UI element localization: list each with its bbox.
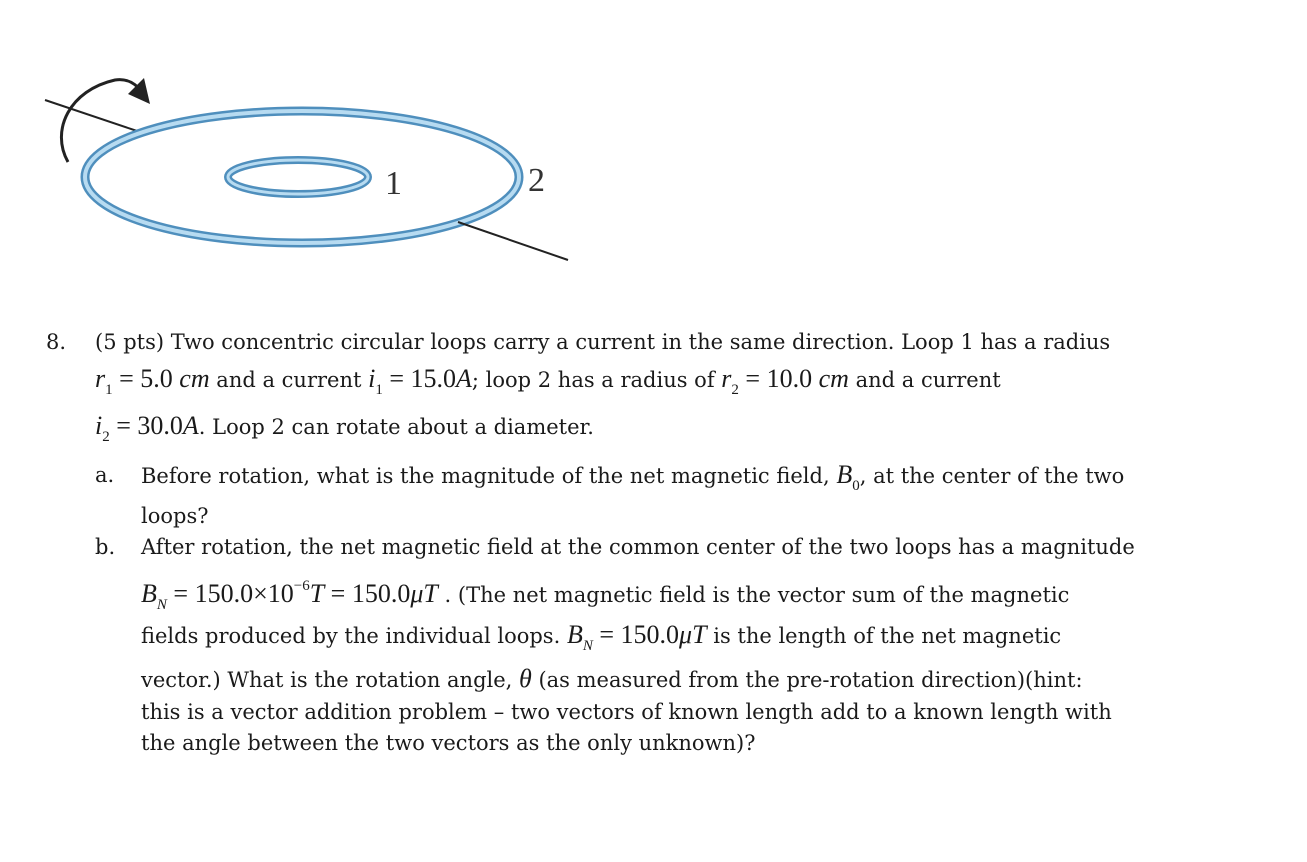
loop-1-highlight [228, 160, 368, 194]
r2-symbol: $r_2 = 10.0$ cm [721, 364, 849, 398]
bn-expression: $B_N = 150.0\times 10^{-6}T = 150.0\mu T$ [141, 578, 438, 613]
loop-2-highlight [85, 111, 519, 243]
part-a-line-1: Before rotation, what is the magnitude of the net magnetic field, $B_0$, at the center of the two [141, 460, 1125, 494]
b0-symbol: $B_0$ [836, 460, 860, 494]
part-b-label: b. [95, 535, 116, 559]
loop-1-label: 1 [385, 165, 402, 202]
i2-symbol: $i_2 = 30.0A$ [95, 411, 199, 445]
problem-number: 8. [46, 330, 67, 354]
part-b-line-4: vector.) What is the rotation angle, θ (as measured from the pre-rotation direction)(hint: [141, 664, 1083, 693]
part-b-line-6: the angle between the two vectors as the only unknown)? [141, 731, 756, 755]
concentric-loops-figure [40, 70, 580, 270]
part-b-line-3: fields produced by the individual loops. $B_N = 150.0\mu T$ is the length of the net magnetic [141, 620, 1062, 654]
rotation-axis-left [45, 100, 140, 132]
part-a-label: a. [95, 463, 115, 487]
part-b-line-1: After rotation, the net magnetic field at the common center of the two loops has a magnitude [141, 535, 1135, 559]
part-b-line-2: $B_N = 150.0\times 10^{-6}T = 150.0\mu T$ . (The net magnetic field is the vector sum of the magnetic [141, 578, 1070, 613]
rotation-axis-right [458, 222, 568, 260]
i1-symbol: $i_1 = 15.0A$ [368, 364, 472, 398]
theta-symbol: θ [519, 664, 532, 693]
problem-line-1: (5 pts) Two concentric circular loops carry a current in the same direction. Loop 1 has a radius [95, 330, 1111, 354]
part-b-line-5: this is a vector addition problem – two vectors of known length add to a known length with [141, 700, 1112, 724]
bn-expression-2: $B_N = 150.0\mu T$ [566, 620, 707, 654]
loop-2-label: 2 [528, 162, 545, 199]
problem-line-2: $r_1 = 5.0$ cm and a current $i_1 = 15.0A$; loop 2 has a radius of $r_2 = 10.0$ cm and a current [95, 364, 1001, 398]
problem-line-3: $i_2 = 30.0A$. Loop 2 can rotate about a diameter. [95, 411, 594, 445]
r1-symbol: $r_1 = 5.0$ cm [95, 364, 210, 398]
part-a-line-2: loops? [141, 504, 209, 528]
